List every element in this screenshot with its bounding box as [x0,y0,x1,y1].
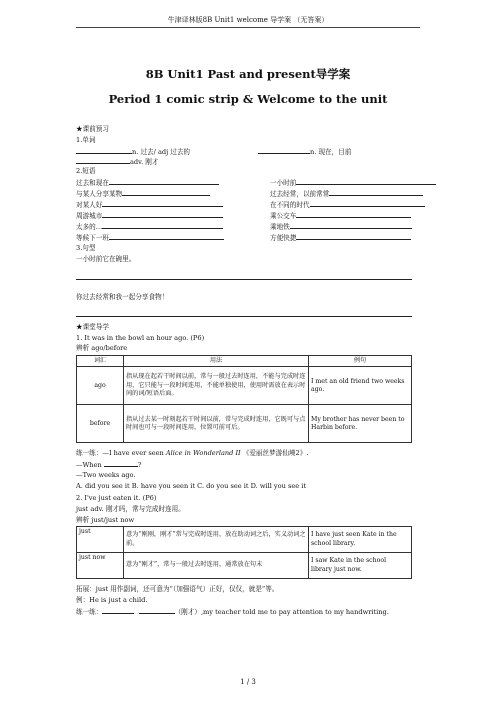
table-cell: 意为“刚刚，刚才”常与完成时连用，放在助动词之后，实义动词之前。 [124,527,309,553]
table-cell: My brother has never been to Harbin before. [309,405,412,443]
table-cell: 指从过去某一时刻起若干时间以前，常与完成时连用，它既可与点时间也可与一段时间连用，位置可前可后。 [124,405,309,443]
exercise-1-options: A. did you see it B. have you seen it C. do you see it D. will you see it [76,482,306,490]
table-cell: 指从现在起若干时间以前，常与一般过去时连用，不能与完成时连用，它只能与一段时间连用，不能单独使用，使用时需放在表示时间的词/短语后面。 [124,367,309,405]
point-2-note: just adv. 刚才吗，常与完成时连用。 [76,505,185,513]
table-header-row [77,356,412,367]
exercise-1-line-1: 练一练：—I have ever seen Alice in Wonderland II 《爱丽丝梦游仙境2》. [76,449,309,457]
point-1-note: 辨析 ago/before [76,344,128,352]
answer-blank[interactable] [290,222,412,229]
phrase-row: 一小时前 [270,178,436,187]
phrase-row: 乘公交车 [270,211,411,220]
answer-blank[interactable] [102,222,223,229]
exercise-1-line-3: —Two weeks ago. [76,471,136,479]
answer-line[interactable] [76,279,412,280]
phrase-row: 等候下一班 [76,233,224,242]
answer-blank[interactable] [104,460,138,467]
answer-blank[interactable] [296,178,436,185]
answer-line[interactable] [76,316,412,317]
ago-before-table [76,355,412,443]
answer-blank[interactable] [139,607,175,614]
answer-blank[interactable] [109,178,219,185]
phrase-row: 对某人好 [76,200,223,209]
phrases-heading: 2.短语 [76,167,96,175]
guide-heading: ★课堂导学 [76,323,109,331]
phrase-row: 过去和现在 [76,178,219,187]
answer-blank[interactable] [296,211,411,218]
table-cell: I saw Kate in the school library just now. [309,553,412,579]
table-header: 用法 [124,356,309,367]
page-title: 8B Unit1 Past and present导学案 [145,67,351,81]
phrase-row: 周游城市 [76,211,223,220]
answer-blank[interactable] [102,211,223,218]
answer-blank[interactable] [329,189,423,196]
table-row [77,553,412,579]
page-subtitle: Period 1 comic strip & Welcome to the unit [108,92,388,106]
sentence-1: 一小时前它在碗里。 [76,255,136,263]
sentence-2: 你过去经常和我一起分享食物！ [76,293,169,301]
point-2-note-2: 辨析 just/just now [76,516,135,524]
phrase-row: 太多的… [76,222,223,231]
table-row [77,527,412,553]
just-justnow-table [76,526,412,579]
table-header: 例句 [309,356,412,367]
extension-note: 拓展：just 用作副词，还可意为“（加强语气）正好，仅仅，就是”等。 [76,585,279,593]
answer-blank[interactable] [76,157,130,164]
table-cell: just [77,527,124,553]
phrase-row: 方便快捷 [270,233,411,242]
answer-blank[interactable] [109,233,224,240]
running-header: 牛津译林版8B Unit1 welcome 导学案 （无答案） [167,16,329,24]
word-line-1: n. 过去/ adj 过去的 [76,147,190,156]
answer-blank[interactable] [296,233,411,240]
answer-blank[interactable] [258,147,310,154]
point-1: 1. It was in the bowl an hour ago. (P6) [76,334,205,342]
header-rule [76,27,420,28]
table-cell: 意为“刚才”，常与一般过去时连用，通常放在句末 [124,553,309,579]
exercise-2: 练一练： （刚才）,my teacher told me to pay attention to my handwriting. [76,608,389,616]
answer-blank[interactable] [102,200,223,207]
table-cell: just now [77,553,124,579]
answer-blank[interactable] [310,200,425,207]
phrase-row: 在不同的时代 [270,200,425,209]
table-cell: ago [77,367,124,405]
point-2: 2. I've just eaten it. (P6) [76,494,157,502]
preview-heading: ★课前预习 [76,125,109,133]
extension-example: 例：He is just a child. [76,596,148,604]
exercise-1-line-2: —When ? [76,461,142,469]
table-row [77,367,412,405]
table-row [77,405,412,443]
answer-blank[interactable] [122,189,210,196]
table-cell: before [77,405,124,443]
word-line-3: adv. 刚才 [76,157,158,166]
table-cell: I met an old friend two weeks ago. [309,367,412,405]
phrase-row: 与某人分享某物 [76,189,210,198]
word-line-2: n. 现在，目前 [258,147,351,156]
table-header: 词汇 [77,356,124,367]
sentences-heading: 3.句型 [76,244,96,252]
words-heading: 1.单词 [76,136,96,144]
phrase-row: 过去经常，以前常常 [270,189,423,198]
answer-blank[interactable] [76,147,132,154]
page-number: 1 / 3 [240,678,256,686]
answer-blank[interactable] [102,607,134,614]
phrase-row: 乘地铁 [270,222,412,231]
table-cell: I have just seen Kate in the school library. [309,527,412,553]
